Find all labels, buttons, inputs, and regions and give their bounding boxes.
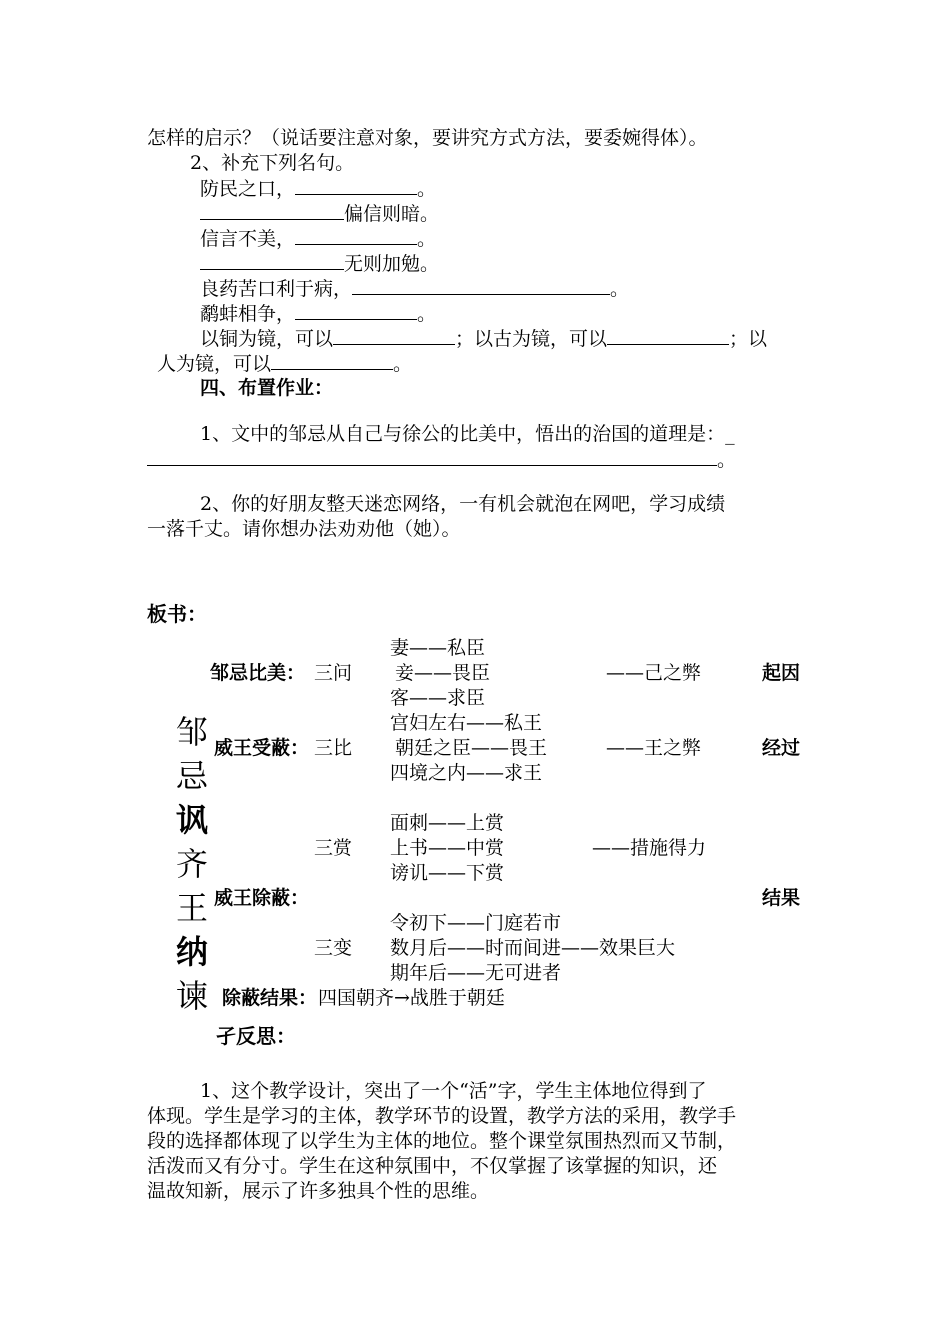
board-result: ——王之弊 <box>606 737 702 759</box>
board-tag: 起因 <box>762 662 801 684</box>
board-result: ——措施得力 <box>592 837 707 859</box>
board-title-char: 讽 <box>176 801 209 839</box>
quote-1: 防民之口， 。 <box>200 178 437 200</box>
board-tag: 结果 <box>762 887 801 909</box>
reflection-line: 体现。学生是学习的主体，教学环节的设置，教学方法的采用，教学手 <box>147 1105 737 1127</box>
blank[interactable] <box>271 351 393 370</box>
homework-item-2-cont: 一落千丈。请你想办法劝劝他（她）。 <box>147 518 461 540</box>
board-heading: 板书： <box>147 602 207 626</box>
homework-item-1: 1、文中的邹忌从自己与徐公的比美中，悟出的治国的道理是：_ <box>200 423 735 445</box>
homework-item-1-answer: 。 <box>147 447 736 473</box>
board-section-label: 威王受蔽： <box>214 737 310 759</box>
blank[interactable] <box>295 226 417 245</box>
intro-line: 怎样的启示？（说话要注意对象，要讲究方式方法，要委婉得体）。 <box>147 127 708 149</box>
board-section-sub: 三问 <box>314 662 353 684</box>
board-title-char: 王 <box>176 889 209 927</box>
board-item: 妻——私臣 <box>390 637 486 659</box>
quote-3: 信言不美， 。 <box>200 228 437 250</box>
board-item: 朝廷之臣——畏王 <box>395 737 548 759</box>
board-section-label: 除蔽结果： <box>222 987 318 1009</box>
blank[interactable] <box>147 447 717 466</box>
reflection-line: 1、这个教学设计，突出了一个“活”字，学生主体地位得到了 <box>200 1080 707 1102</box>
board-item: 宫妇左右——私王 <box>390 712 543 734</box>
blank[interactable] <box>200 251 344 270</box>
blank[interactable] <box>333 326 455 345</box>
quote-6: 鹬蚌相争， 。 <box>200 303 437 325</box>
board-title-char: 纳 <box>176 933 209 971</box>
quote-2: 偏信则暗。 <box>200 201 439 227</box>
board-section-sub: 三赏 <box>314 837 353 859</box>
homework-heading: 四、布置作业： <box>200 377 334 399</box>
board-item: 令初下——门庭若市 <box>390 912 562 934</box>
board-item: 期年后——无可进者 <box>390 962 562 984</box>
board-section-label: 威王除蔽： <box>214 887 310 909</box>
board-item: 谤讥——下赏 <box>390 862 505 884</box>
question-item-2: 2、补充下列名句。 <box>190 152 355 174</box>
reflection-line: 段的选择都体现了以学生为主体的地位。整个课堂氛围热烈而又节制， <box>147 1130 737 1152</box>
board-title-char: 谏 <box>176 977 209 1015</box>
board-section-sub: 三比 <box>314 737 353 759</box>
homework-item-2: 2、你的好朋友整天迷恋网络，一有机会就泡在网吧，学习成绩 <box>200 493 726 515</box>
board-item: 四境之内——求王 <box>390 762 543 784</box>
quote-4: 无则加勉。 <box>200 251 439 277</box>
quote-7-cont: 人为镜，可以 。 <box>157 353 413 375</box>
reflection-line: 温故知新，展示了许多独具个性的思维。 <box>147 1180 490 1202</box>
blank[interactable] <box>295 301 417 320</box>
board-section-label: 邹忌比美： <box>210 662 306 684</box>
board-item: 面刺——上赏 <box>390 812 505 834</box>
board-title-char: 邹 <box>176 713 209 751</box>
board-section-sub: 三变 <box>314 937 353 959</box>
blank[interactable] <box>607 326 729 345</box>
blank[interactable] <box>295 176 417 195</box>
board-title-char: 齐 <box>176 845 209 883</box>
blank[interactable] <box>200 201 344 220</box>
board-title-char: 忌 <box>176 757 209 795</box>
board-item: 数月后——时而间进——效果巨大 <box>390 937 676 959</box>
quote-5: 良药苦口利于病， 。 <box>200 278 630 300</box>
board-item: 妾——畏臣 <box>395 662 491 684</box>
board-section-text: 四国朝齐→战胜于朝廷 <box>318 987 505 1009</box>
board-item: 上书——中赏 <box>390 837 505 859</box>
board-item: 客——求臣 <box>390 687 486 709</box>
board-result: ——己之弊 <box>606 662 702 684</box>
blank[interactable] <box>352 276 610 295</box>
reflection-heading: 孑反思： <box>216 1024 296 1048</box>
board-tag: 经过 <box>762 737 801 759</box>
reflection-line: 活泼而又有分寸。学生在这种氛围中，不仅掌握了该掌握的知识，还 <box>147 1155 718 1177</box>
quote-7: 以铜为镜，可以 ；以古为镜，可以 ；以 <box>200 328 768 350</box>
